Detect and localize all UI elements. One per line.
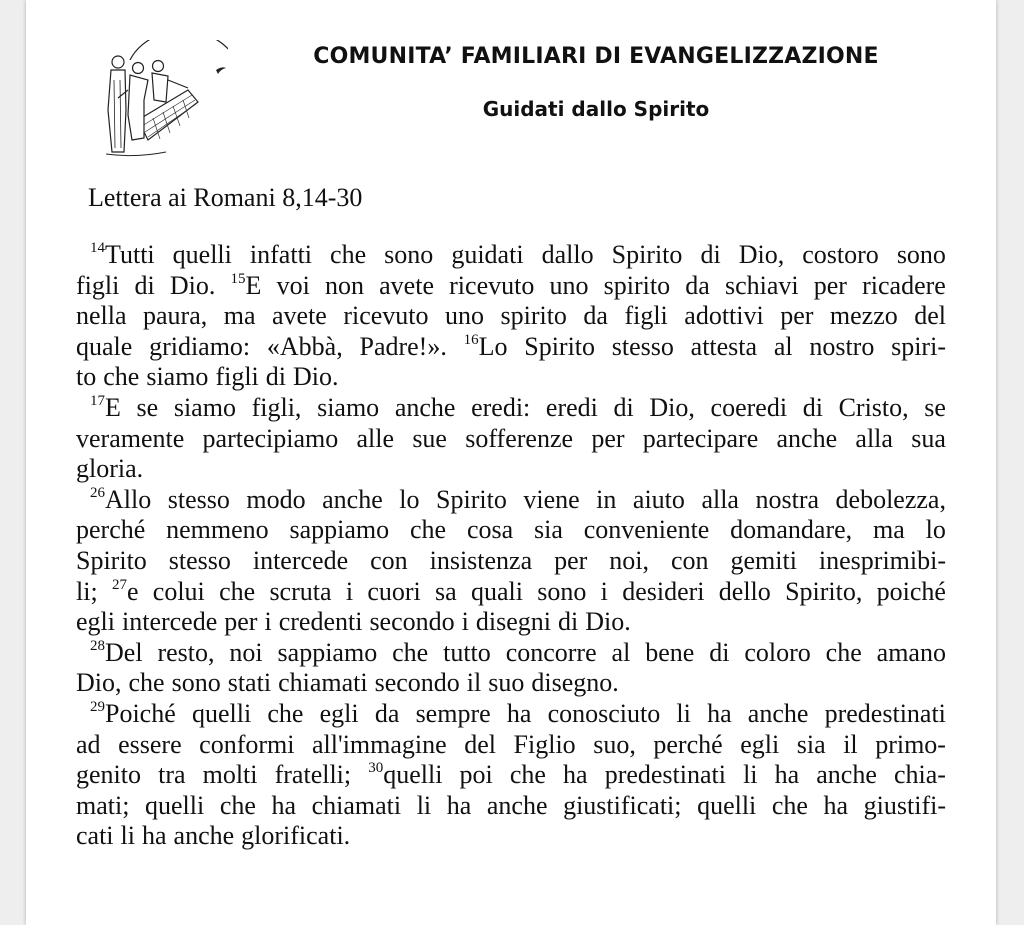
text-line: ad essere conformi all'immagine del Figlio suo, perché egli sia il primo- — [76, 729, 946, 759]
verse-number: 14 — [90, 240, 105, 256]
text-line: li; $^{27}$e colui che scruta i cuori sa quali sono i desideri dello Spirito, poiché — [76, 576, 946, 606]
verse-number: 28 — [90, 637, 105, 654]
text-line: quale gridiamo: «Abbà, Padre!». $^{16}$Lo Spirito stesso attesta al nostro spiri- — [76, 331, 946, 361]
text-line: $^{29}$Poiché quelli che egli da sempre ha conosciuto li ha anche predestinati — [90, 698, 946, 728]
text-line: Spirito stesso intercede con insistenza per noi, con gemiti inesprimibi- — [76, 545, 946, 575]
text-line: $^{28}$Del resto, noi sappiamo che tutto concorre al bene di coloro che amano — [90, 637, 946, 667]
text-line: cati li ha anche glorificati. — [76, 821, 351, 851]
verse-number: 27 — [111, 576, 127, 593]
text-line: to che siamo figli di Dio. — [76, 362, 339, 392]
scripture-reference: Lettera ai Romani 8,14-30 — [88, 183, 363, 212]
text-line: mati; quelli che ha chiamati li ha anche giustificati; quelli che ha giustifi- — [76, 790, 946, 820]
fishermen-logo-icon — [78, 40, 228, 165]
header-subtitle: Guidati dallo Spirito — [482, 97, 710, 121]
header-title: COMUNITA’ FAMILIARI DI EVANGELIZZAZIONE — [313, 44, 879, 69]
text-line: nella paura, ma avete ricevuto uno spirito da figli adottivi per mezzo del — [76, 301, 946, 331]
verse-number: 17 — [90, 392, 105, 409]
document-page — [26, 0, 996, 925]
verse-number: 16 — [463, 331, 479, 348]
verse-number: 26 — [90, 484, 105, 501]
text-line: gloria. — [76, 454, 144, 484]
verse-number: 29 — [90, 698, 105, 715]
text-line: $^{17}$E se siamo figli, siamo anche eredi: eredi di Dio, coeredi di Cristo, se — [90, 392, 946, 422]
text-line: genito tra molti fratelli; $^{30}$quelli poi che ha predestinati li ha anche chia- — [76, 760, 946, 790]
text-line: veramente partecipiamo alle sue sofferenze per partecipare anche alla sua — [76, 423, 946, 453]
text-line: $^{26}$Allo stesso modo anche lo Spirito viene in aiuto alla nostra debolezza, — [90, 484, 946, 514]
text-line: $^{14}$Tutti quelli infatti che sono guidati dallo Spirito di Dio, costoro sono — [90, 240, 946, 269]
scripture-text — [76, 240, 946, 852]
text-line: egli intercede per i credenti secondo i disegni di Dio. — [76, 607, 631, 637]
text-line: figli di Dio. $^{15}$E voi non avete ricevuto uno spirito da schiavi per ricadere — [76, 270, 946, 300]
verse-number: 15 — [230, 270, 246, 287]
verse-number: 30 — [368, 760, 384, 777]
text-line: Dio, che sono stati chiamati secondo il suo disegno. — [76, 668, 619, 698]
text-line: perché nemmeno sappiamo che cosa sia conveniente domandare, ma lo — [76, 515, 946, 545]
